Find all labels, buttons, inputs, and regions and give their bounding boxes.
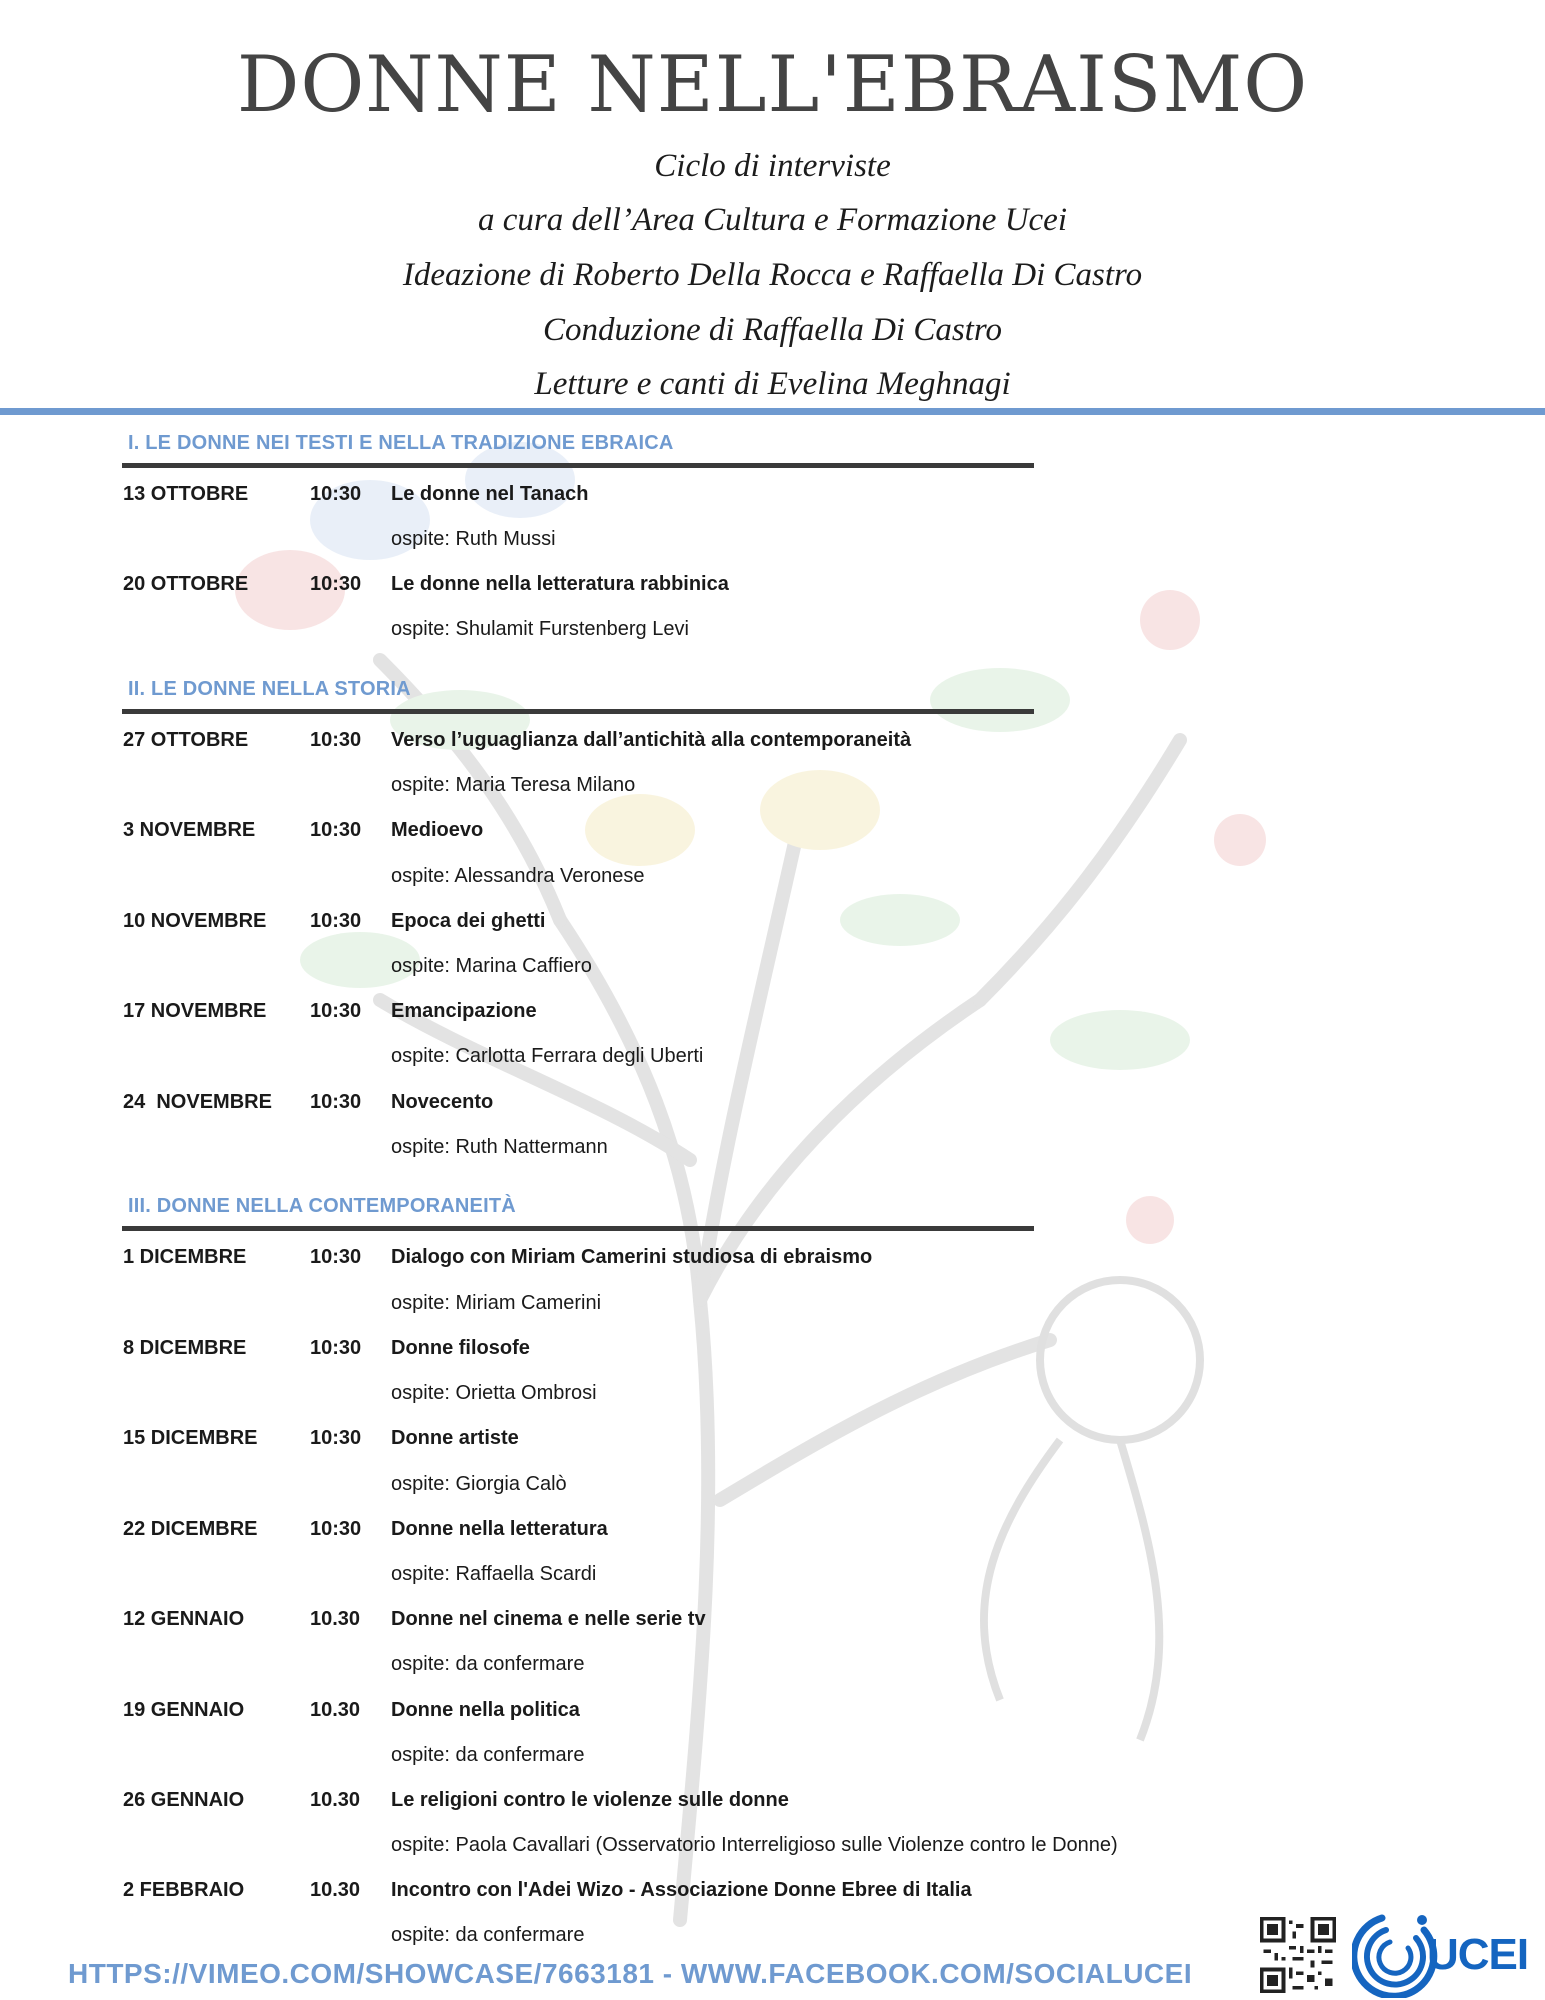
subtitle-line: Ideazione di Roberto Della Rocca e Raffaella Di Castro xyxy=(402,257,1143,293)
event-time: 10:30 xyxy=(310,1337,362,1359)
section-heading: I. LE DONNE NEI TESTI E NELLA TRADIZIONE EBRAICA xyxy=(128,432,674,454)
event-time: 10:30 xyxy=(310,1091,362,1113)
subtitle-line: a cura dell’Area Cultura e Formazione Ucei xyxy=(477,202,1067,238)
subtitle-line: Letture e canti di Evelina Meghnagi xyxy=(534,366,1011,402)
event-title: Donne artiste xyxy=(391,1427,519,1449)
event-time: 10.30 xyxy=(310,1789,361,1811)
event-guest: ospite: Paola Cavallari (Osservatorio Interreligioso sulle Violenze contro le Donne) xyxy=(391,1834,1118,1856)
event-title: Novecento xyxy=(391,1091,494,1113)
event-time: 10:30 xyxy=(310,573,362,595)
event-title: Le religioni contro le violenze sulle donne xyxy=(391,1789,789,1811)
section-divider xyxy=(122,1226,1034,1231)
event-time: 10.30 xyxy=(310,1608,361,1630)
event-title: Medioevo xyxy=(391,819,484,841)
logo-text: UCEI xyxy=(1427,1930,1529,1979)
event-guest: ospite: Shulamit Furstenberg Levi xyxy=(391,618,689,640)
event-guest: ospite: Maria Teresa Milano xyxy=(391,774,636,796)
event-date: 24 NOVEMBRE xyxy=(123,1091,272,1113)
event-guest: ospite: Ruth Mussi xyxy=(391,528,556,550)
subtitle-line: Conduzione di Raffaella Di Castro xyxy=(543,312,1002,348)
event-date: 19 GENNAIO xyxy=(123,1699,245,1721)
event-title: Incontro con l'Adei Wizo - Associazione Donne Ebree di Italia xyxy=(391,1879,972,1901)
footer-links[interactable]: HTTPS://VIMEO.COM/SHOWCASE/7663181 - WWW.FACEBOOK.COM/SOCIALUCEI xyxy=(68,1958,1193,1989)
event-date: 13 OTTOBRE xyxy=(123,483,249,505)
event-title: Donne nella letteratura xyxy=(391,1518,608,1540)
event-title: Emancipazione xyxy=(391,1000,537,1022)
event-time: 10:30 xyxy=(310,819,362,841)
event-guest: ospite: da confermare xyxy=(391,1924,585,1946)
event-date: 8 DICEMBRE xyxy=(123,1337,247,1359)
event-time: 10:30 xyxy=(310,1427,362,1449)
event-guest: ospite: Ruth Nattermann xyxy=(391,1136,608,1158)
event-title: Le donne nel Tanach xyxy=(391,483,589,505)
section-heading: II. LE DONNE NELLA STORIA xyxy=(128,678,411,700)
event-guest: ospite: Orietta Ombrosi xyxy=(391,1382,597,1404)
event-date: 15 DICEMBRE xyxy=(123,1427,258,1449)
event-title: Donne nella politica xyxy=(391,1699,580,1721)
event-date: 12 GENNAIO xyxy=(123,1608,245,1630)
event-title: Donne nel cinema e nelle serie tv xyxy=(391,1608,706,1630)
event-date: 20 OTTOBRE xyxy=(123,573,249,595)
event-time: 10:30 xyxy=(310,729,362,751)
event-guest: ospite: da confermare xyxy=(391,1653,585,1675)
subtitle-line: Ciclo di interviste xyxy=(654,148,891,184)
section-divider xyxy=(122,709,1034,714)
event-date: 10 NOVEMBRE xyxy=(123,910,267,932)
event-guest: ospite: Marina Caffiero xyxy=(391,955,592,977)
event-guest: ospite: Raffaella Scardi xyxy=(391,1563,597,1585)
page-title: DONNE NELL'EBRAISMO xyxy=(236,40,1309,130)
event-date: 26 GENNAIO xyxy=(123,1789,245,1811)
event-time: 10.30 xyxy=(310,1879,361,1901)
event-guest: ospite: Giorgia Calò xyxy=(391,1473,567,1495)
event-date: 22 DICEMBRE xyxy=(123,1518,258,1540)
event-guest: ospite: Carlotta Ferrara degli Uberti xyxy=(391,1045,704,1067)
event-date: 3 NOVEMBRE xyxy=(123,819,256,841)
event-title: Epoca dei ghetti xyxy=(391,910,546,932)
event-title: Le donne nella letteratura rabbinica xyxy=(391,573,729,595)
section-heading: III. DONNE NELLA CONTEMPORANEITÀ xyxy=(128,1195,516,1217)
event-date: 2 FEBBRAIO xyxy=(123,1879,245,1901)
event-date: 27 OTTOBRE xyxy=(123,729,249,751)
event-title: Dialogo con Miriam Camerini studiosa di ebraismo xyxy=(391,1246,873,1268)
section-divider xyxy=(122,463,1034,468)
event-time: 10:30 xyxy=(310,910,362,932)
qr-code-icon[interactable] xyxy=(1260,1917,1336,1993)
event-time: 10:30 xyxy=(310,1518,362,1540)
event-title: Donne filosofe xyxy=(391,1337,530,1359)
event-title: Verso l’uguaglianza dall’antichità alla contemporaneità xyxy=(391,729,912,751)
event-guest: ospite: Miriam Camerini xyxy=(391,1292,602,1314)
event-time: 10:30 xyxy=(310,1000,362,1022)
event-guest: ospite: Alessandra Veronese xyxy=(391,865,645,887)
event-date: 1 DICEMBRE xyxy=(123,1246,247,1268)
event-time: 10:30 xyxy=(310,483,362,505)
event-date: 17 NOVEMBRE xyxy=(123,1000,267,1022)
event-time: 10:30 xyxy=(310,1246,362,1268)
event-time: 10.30 xyxy=(310,1699,361,1721)
event-guest: ospite: da confermare xyxy=(391,1744,585,1766)
